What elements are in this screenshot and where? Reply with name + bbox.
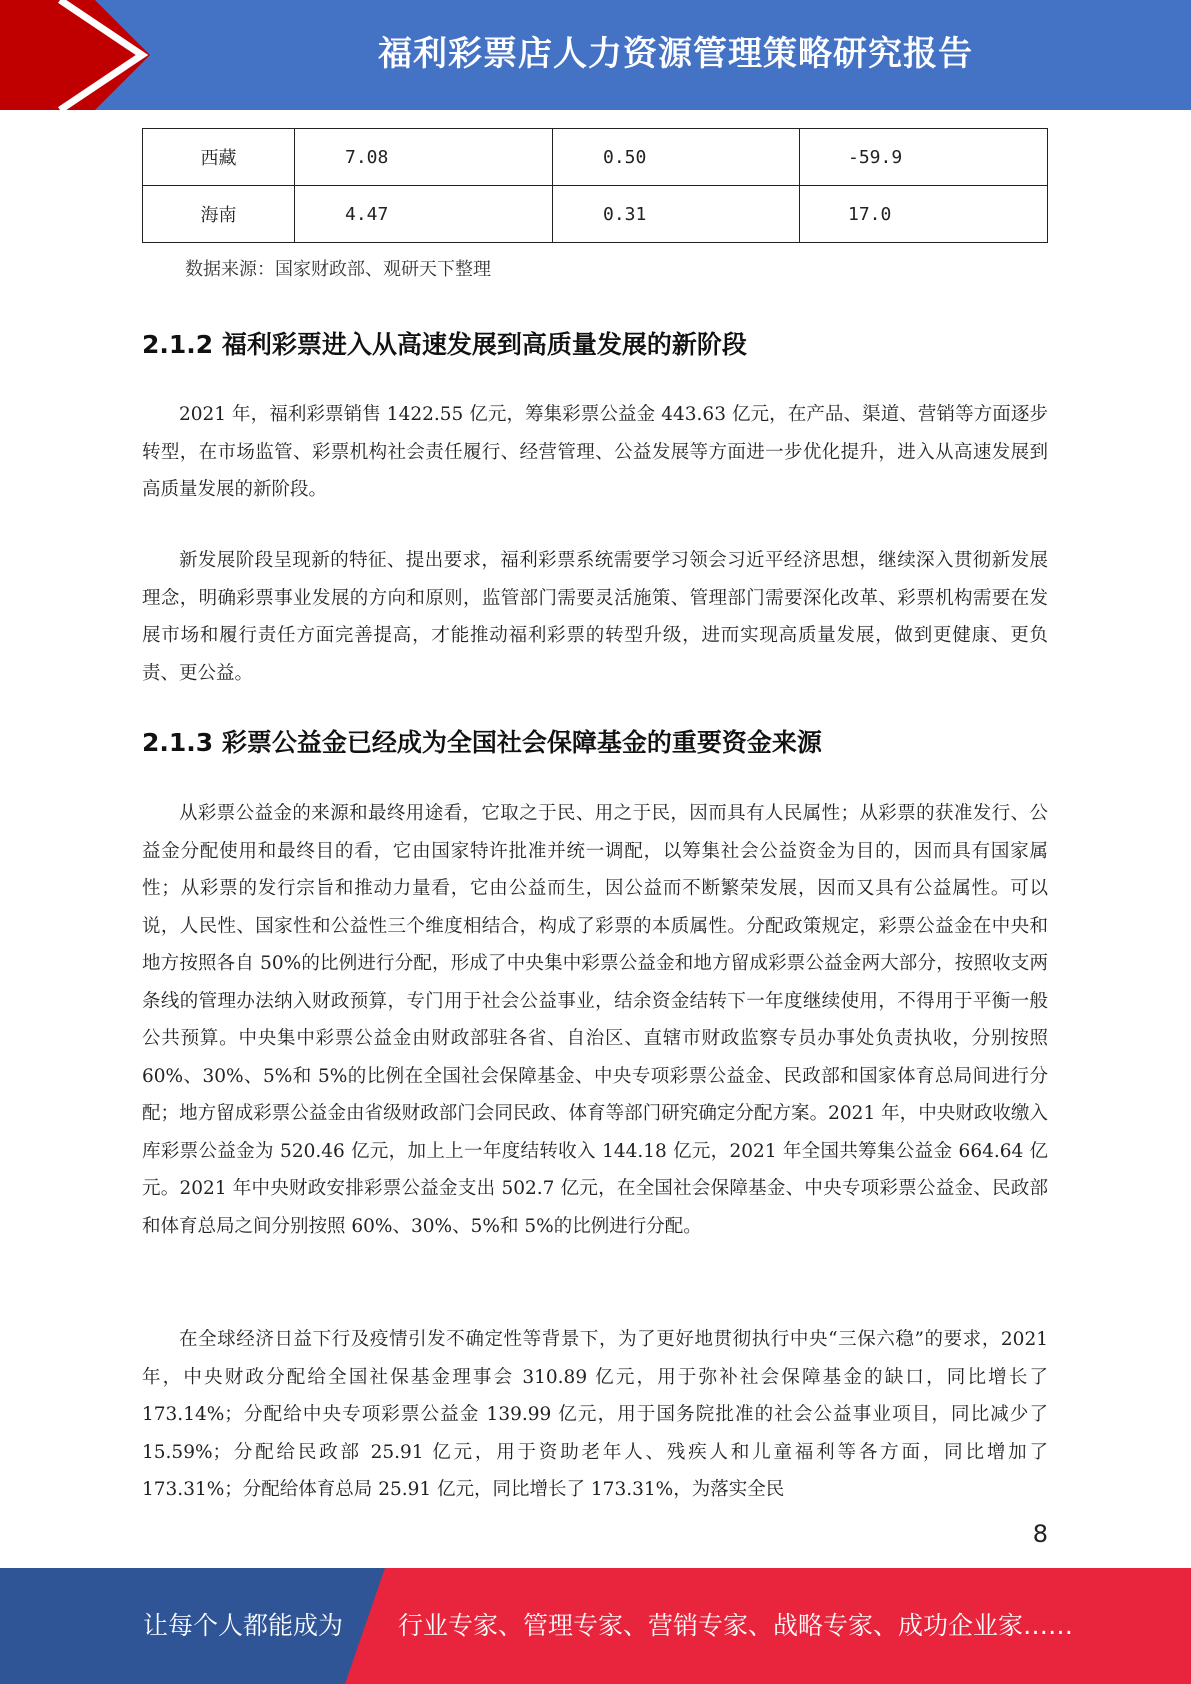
table-row	[143, 129, 1048, 186]
page-footer	[0, 1568, 1191, 1684]
table-cell: -59.9	[800, 129, 1048, 186]
footer-slogan-left: 让每个人都能成为	[143, 1611, 344, 1640]
report-title: 福利彩票店人力资源管理策略研究报告	[378, 34, 973, 74]
section-heading: 2.1.2 福利彩票进入从高速发展到高质量发展的新阶段	[142, 330, 747, 359]
footer-slogan-right: 行业专家、管理专家、营销专家、战略专家、成功企业家……	[398, 1611, 1074, 1640]
table-cell: 0.50	[553, 129, 800, 186]
body-paragraph: 从彩票公益金的来源和最终用途看，它取之于民、用之于民，因而具有人民属性；从彩票的获准发行、公益金分配使用和最终目的看，它由国家特许批准并统一调配，以筹集社会公益资金为目的，因而具有国家属性；从彩票的发行宗旨和推动力量看，它由公益而生，因公益而不断繁荣发展，因而又具有公益属性。可以说，人民性、国家性和公益性三个维度相结合，构成了彩票的本质属性。分配政策规定，彩票公益金在中央和地方按照各自 50%的比例进行分配，形成了中央集中彩票公益金和地方留成彩票公益金两大部分，按照收支两条线的管理办法纳入财政预算，专门用于社会公益事业，结余资金结转下一年度继续使用，不得用于平衡一般公共预算。中央集中彩票公益金由财政部驻各省、自治区、直辖市财政监察专员办事处负责执收，分别按照 60%、30%、5%和 5%的比例在全国社会保障基金、中央专项彩票公益金、民政部和国家体育总局间进行分配；地方留成彩票公益金由省级财政部门会同民政、体育等部门研究确定分配方案。2021 年，中央财政收缴入库彩票公益金为 520.46 亿元，加上上一年度结转收入 144.18 亿元，2021 年全国共筹集公益金 664.64 亿元。2021 年中央财政安排彩票公益金支出 502.7 亿元，在全国社会保障基金、中央专项彩票公益金、民政部和体育总局之间分别按照 60%、30%、5%和 5%的比例进行分配。	[142, 803, 1048, 1237]
section-heading: 2.1.3 彩票公益金已经成为全国社会保障基金的重要资金来源	[142, 728, 822, 757]
body-paragraph: 新发展阶段呈现新的特征、提出要求，福利彩票系统需要学习领会习近平经济思想，继续深入贯彻新发展理念，明确彩票事业发展的方向和原则，监管部门需要灵活施策、管理部门需要深化改革、彩票机构需要在发展市场和履行责任方面完善提高，才能推动福利彩票的转型升级，进而实现高质量发展，做到更健康、更负责、更公益。	[142, 550, 1048, 684]
data-source-note: 数据来源：国家财政部、观研天下整理	[185, 259, 491, 280]
table-row	[143, 186, 1048, 243]
table-cell: 4.47	[295, 186, 553, 243]
table-cell: 0.31	[553, 186, 800, 243]
red-arrow-decoration	[0, 0, 160, 110]
table-cell: 17.0	[800, 186, 1048, 243]
table-cell: 海南	[143, 186, 295, 243]
table-cell: 西藏	[143, 129, 295, 186]
page-number: 8	[1032, 1520, 1048, 1548]
body-paragraph: 2021 年，福利彩票销售 1422.55 亿元，筹集彩票公益金 443.63 亿元，在产品、渠道、营销等方面逐步转型，在市场监管、彩票机构社会责任履行、经营管理、公益发展等方面进一步优化提升，进入从高速发展到高质量发展的新阶段。	[142, 404, 1048, 500]
body-paragraph: 在全球经济日益下行及疫情引发不确定性等背景下，为了更好地贯彻执行中央“三保六稳”的要求，2021 年，中央财政分配给全国社保基金理事会 310.89 亿元，用于弥补社会保障基金的缺口，同比增长了 173.14%；分配给中央专项彩票公益金 139.99 亿元，用于国务院批准的社会公益事业项目，同比减少了 15.59%；分配给民政部 25.91 亿元，用于资助老年人、残疾人和儿童福利等各方面，同比增加了 173.31%；分配给体育总局 25.91 亿元，同比增长了 173.31%，为落实全民	[142, 1329, 1048, 1500]
table-cell: 7.08	[295, 129, 553, 186]
data-table	[142, 128, 1048, 243]
page-header	[0, 0, 1191, 110]
